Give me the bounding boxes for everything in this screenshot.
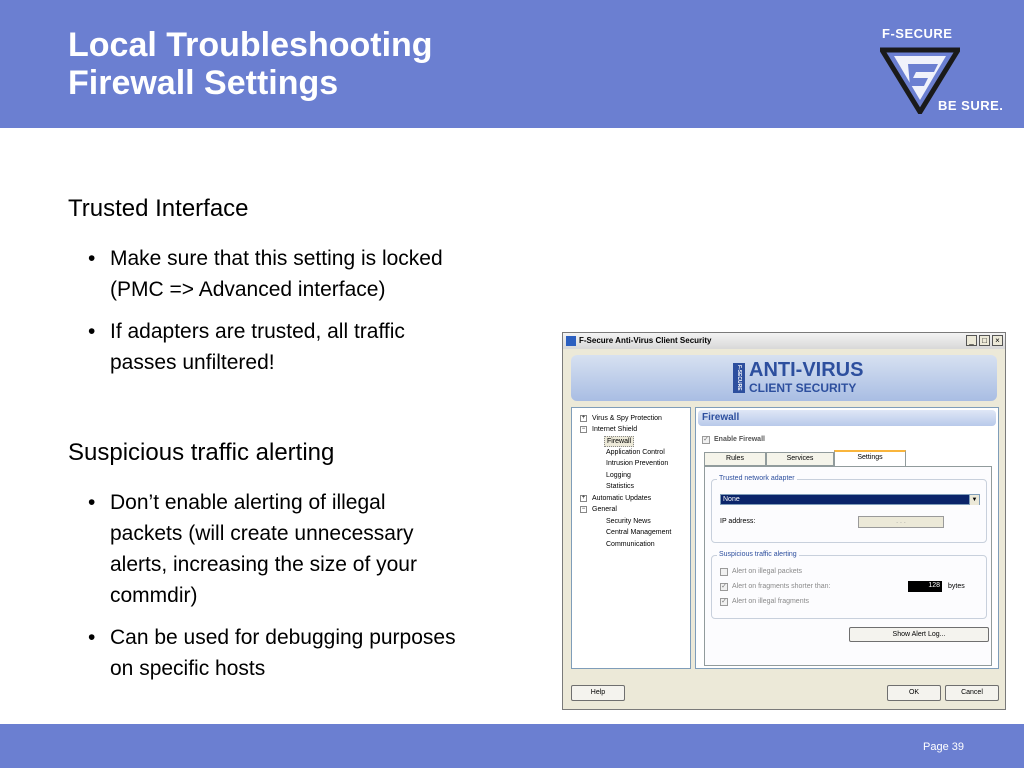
- tree-item-central-management[interactable]: Central Management: [606, 529, 672, 536]
- enable-firewall-label: Enable Firewall: [714, 436, 765, 443]
- banner-product-subtitle: CLIENT SECURITY: [749, 381, 857, 395]
- tree-item-automatic-updates[interactable]: Automatic Updates: [592, 495, 652, 502]
- alert-illegal-fragments-label: Alert on illegal fragments: [732, 598, 810, 605]
- trusted-adapter-group: [711, 475, 987, 543]
- tree-item-virus-spy-protection[interactable]: Virus & Spy Protection: [592, 415, 662, 422]
- banner-brand: F-SECURE: [733, 363, 745, 393]
- bullet-debugging: [88, 622, 548, 684]
- slide-title-line2: Firewall Settings: [68, 64, 339, 102]
- bullet-illegal-packets: [88, 487, 548, 611]
- bullet-locked-setting: [88, 243, 548, 305]
- tree-item-security-news[interactable]: Security News: [606, 518, 651, 525]
- dropdown-arrow-icon[interactable]: ▼: [969, 495, 979, 505]
- logo-brand-text: F-SECURE: [882, 26, 953, 41]
- ok-button[interactable]: OK: [887, 685, 941, 701]
- banner-product-name: ANTI-VIRUS: [749, 359, 864, 381]
- trusted-adapter-select[interactable]: [720, 494, 980, 505]
- f-secure-logo: [872, 22, 1022, 122]
- trusted-adapter-value: None: [723, 496, 740, 503]
- expand-icon[interactable]: +: [581, 495, 586, 501]
- window-title: F-Secure Anti-Virus Client Security: [579, 336, 712, 345]
- section-heading-suspicious-traffic: Suspicious traffic alerting: [68, 439, 335, 466]
- panel-title: Firewall: [702, 412, 740, 423]
- tree-item-statistics[interactable]: Statistics: [606, 483, 635, 490]
- page-number: Page 39: [923, 741, 964, 753]
- firewall-panel: [695, 407, 999, 669]
- ip-address-label: IP address:: [720, 518, 756, 525]
- tab-services[interactable]: Services: [766, 452, 834, 466]
- cancel-button[interactable]: Cancel: [945, 685, 999, 701]
- tree-item-internet-shield[interactable]: Internet Shield: [592, 426, 638, 433]
- tree-item-firewall[interactable]: Firewall: [604, 436, 634, 447]
- tree-item-logging[interactable]: Logging: [606, 472, 631, 479]
- bullet-line: packets (will create unnecessary: [110, 522, 414, 545]
- collapse-icon[interactable]: −: [581, 506, 586, 512]
- alert-illegal-packets-label: Alert on illegal packets: [732, 568, 803, 575]
- collapse-icon[interactable]: −: [581, 426, 586, 432]
- slide-title: [68, 26, 433, 102]
- maximize-button[interactable]: □: [979, 335, 990, 346]
- tree-item-communication[interactable]: Communication: [606, 541, 655, 548]
- logo-tagline: BE SURE.: [938, 98, 1004, 113]
- close-button[interactable]: ×: [992, 335, 1003, 346]
- suspicious-traffic-group: [711, 551, 987, 619]
- help-button[interactable]: Help: [571, 685, 625, 701]
- alert-illegal-fragments-checkbox[interactable]: ✓: [721, 598, 727, 605]
- bullet-line: on specific hosts: [110, 657, 266, 680]
- bullet-line: • If adapters are trusted, all traffic: [110, 320, 405, 343]
- tab-settings[interactable]: Settings: [834, 450, 906, 466]
- ip-address-field[interactable]: . . .: [858, 516, 944, 528]
- bytes-label: bytes: [948, 583, 965, 590]
- window-titlebar[interactable]: [563, 333, 1005, 349]
- bullet-line: • Don’t enable alerting of illegal: [110, 491, 386, 514]
- enable-firewall-checkbox[interactable]: ✓: [703, 436, 709, 443]
- alert-illegal-packets-checkbox[interactable]: [720, 568, 728, 576]
- bullet-line: commdir): [110, 584, 198, 607]
- settings-tab-page: [704, 466, 992, 666]
- slide-footer: [0, 724, 1024, 768]
- bullet-line: • Can be used for debugging purposes: [110, 626, 456, 649]
- tree-item-general[interactable]: General: [592, 506, 617, 513]
- trusted-adapter-group-title: Trusted network adapter: [719, 475, 795, 482]
- navigation-tree: [571, 407, 691, 669]
- suspicious-traffic-group-title: Suspicious traffic alerting: [719, 551, 797, 558]
- bullet-line: • Make sure that this setting is locked: [110, 247, 443, 270]
- alert-short-fragments-checkbox[interactable]: ✓: [721, 583, 727, 590]
- minimize-button[interactable]: _: [966, 335, 977, 346]
- panel-header: [698, 410, 996, 426]
- client-security-window: [562, 332, 1006, 710]
- tree-item-intrusion-prevention[interactable]: Intrusion Prevention: [606, 460, 669, 467]
- slide-title-line1: Local Troubleshooting: [68, 26, 433, 64]
- bullet-line: (PMC => Advanced interface): [110, 278, 386, 301]
- bullet-line: alerts, increasing the size of your: [110, 553, 417, 576]
- expand-icon[interactable]: +: [581, 415, 586, 421]
- fragment-size-field[interactable]: 128: [908, 581, 942, 592]
- tab-rules[interactable]: Rules: [704, 452, 766, 466]
- slide-header: [0, 0, 1024, 128]
- alert-short-fragments-label: Alert on fragments shorter than:: [732, 583, 831, 590]
- app-shield-icon: [566, 336, 576, 346]
- section-heading-trusted-interface: Trusted Interface: [68, 195, 249, 222]
- bullet-trusted-adapters: [88, 316, 548, 378]
- tree-item-application-control[interactable]: Application Control: [606, 449, 665, 456]
- product-banner: [571, 355, 997, 401]
- show-alert-log-button[interactable]: Show Alert Log...: [849, 627, 989, 642]
- bullet-line: passes unfiltered!: [110, 351, 275, 374]
